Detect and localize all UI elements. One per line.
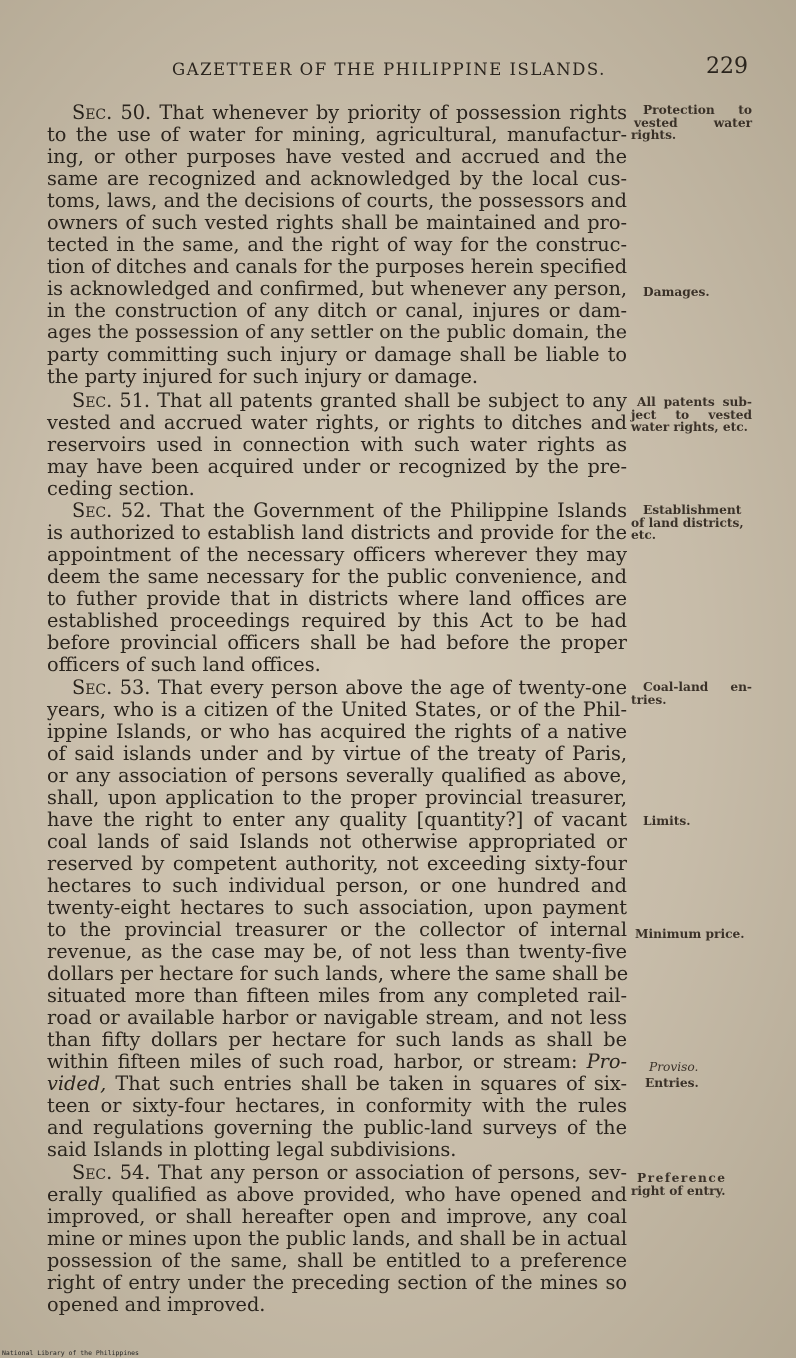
body-line: in the construction of any ditch or canal, injures or dam- [47,299,627,322]
section-label: Sec. 50. [72,101,152,124]
margin-note-protection: Protection to vested water rights. [631,103,752,142]
margin-note-coal-land: Coal-land en- tries. [631,680,752,707]
body-line: ages the possession of any settler on the public domain, the [47,321,627,343]
body-line: and regulations governing the public-land surveys of the [47,1116,627,1139]
body-line: Sec. 51. That all patents granted shall be subject to any [72,389,627,412]
section-label: Sec. 53. [72,676,151,699]
body-line: appointment of the necessary officers wherever they may [47,543,627,566]
section-label: Sec. 51. [72,389,151,412]
body-line: vided, That such entries shall be taken in squares of six- [47,1072,627,1095]
margin-note-entries: Entries. [645,1076,699,1090]
body-line: said Islands in plotting legal subdivisions. [47,1138,457,1161]
body-line: same are recognized and acknowledged by the local cus- [47,167,627,190]
body-line: than fifty dollars per hectare for such lands as shall be [47,1028,627,1051]
margin-note-establishment: Establishment of land districts, etc. [631,503,744,542]
proviso-word: Pro- [586,1050,627,1073]
body-line: vested and accrued water rights, or rights to ditches and [47,411,627,434]
body-line: mine or mines upon the public lands, and shall be in actual [47,1227,627,1250]
body-line: officers of such land offices. [47,653,321,676]
section-label: Sec. 52. [72,499,152,522]
body-line: revenue, as the case may be, of not less than twenty-five [47,940,627,963]
body-line: of said islands under and by virtue of the treaty of Paris, [47,742,627,765]
library-footer: National Library of the Philippines [2,1349,139,1357]
body-line: ing, or other purposes have vested and accrued and the [47,145,627,168]
section-label: Sec. 54. [72,1161,151,1184]
body-line: to the provincial treasurer or the collector of internal [47,918,627,941]
body-line: before provincial officers shall be had before the proper [47,631,627,654]
body-line: Sec. 50. That whenever by priority of possession rights [72,101,627,124]
body-line: established proceedings required by this Act to be had [47,609,627,632]
body-line: tected in the same, and the right of way for the construc- [47,233,627,256]
body-line: opened and improved. [47,1293,266,1316]
body-line: twenty-eight hectares to such association, upon payment [47,896,627,919]
body-line: hectares to such individual person, or one hundred and [47,874,627,897]
proviso-word: vided, [47,1072,107,1095]
body-line: dollars per hectare for such lands, where the same shall be [47,962,629,985]
body-line: deem the same necessary for the public convenience, and [47,565,627,588]
body-line: shall, upon application to the proper provincial treasurer, [47,786,627,809]
body-line: have the right to enter any quality [quantity?] of vacant [47,808,627,831]
body-line: tion of ditches and canals for the purposes herein specified [47,255,628,278]
margin-note-damages: Damages. [643,285,710,299]
page-number: 229 [706,54,748,79]
margin-note-minimum-price: Minimum price. [635,927,745,941]
body-line: to futher provide that in districts where land offices are [47,587,627,610]
margin-note-patents: All patents sub- ject to vested water rights, etc. [631,395,752,434]
body-line: is acknowledged and confirmed, but whenever any person, [47,277,627,300]
body-line: Sec. 53. That every person above the age of twenty-one [72,676,627,699]
body-line: ceding section. [47,477,195,500]
body-line: teen or sixty-four hectares, in conformity with the rules [47,1094,627,1117]
body-line: situated more than fifteen miles from any completed rail- [47,984,627,1007]
body-line: reserved by competent authority, not exceeding sixty-four [47,852,627,875]
body-line: improved, or shall hereafter open and improve, any coal [47,1205,627,1228]
body-line: toms, laws, and the decisions of courts, the possessors and [47,189,627,212]
body-line: to the use of water for mining, agricultural, manufactur- [47,123,627,146]
body-line: reservoirs used in connection with such water rights as [47,433,627,456]
margin-note-preference: Preference right of entry. [631,1171,727,1198]
body-line: party committing such injury or damage shall be liable to [47,343,627,366]
body-line: coal lands of said Islands not otherwise appropriated or [47,830,627,853]
body-line: ippine Islands, or who has acquired the rights of a native [47,720,627,743]
body-line: right of entry under the preceding section of the mines so [47,1271,627,1294]
body-line: Sec. 52. That the Government of the Philippine Islands [72,499,628,522]
body-line: possession of the same, shall be entitled to a preference [47,1249,627,1272]
running-title: GAZETTEER OF THE PHILIPPINE ISLANDS. [172,60,606,79]
margin-note-limits: Limits. [643,814,691,828]
body-line: Sec. 54. That any person or association of persons, sev- [72,1161,627,1184]
body-line: may have been acquired under or recognized by the pre- [47,455,627,478]
body-line: erally qualified as above provided, who have opened and [47,1183,627,1206]
body-line: within fifteen miles of such road, harbor, or stream: Pro- [47,1050,627,1073]
body-line: years, who is a citizen of the United States, or of the Phil- [47,698,627,721]
body-line: or any association of persons severally qualified as above, [47,764,627,787]
body-line: owners of such vested rights shall be maintained and pro- [47,211,627,234]
body-line: the party injured for such injury or damage. [47,365,479,388]
body-line: road or available harbor or navigable stream, and not less [47,1006,627,1029]
margin-note-proviso: Proviso. [649,1060,699,1074]
body-line: is authorized to establish land districts and provide for the [47,521,627,544]
